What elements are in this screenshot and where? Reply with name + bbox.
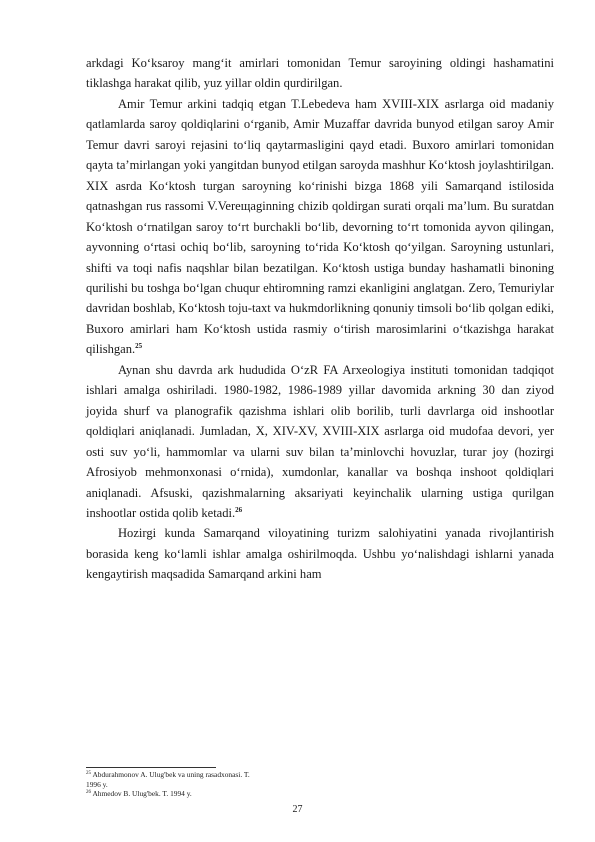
footnote-reference: 25 [135, 342, 143, 351]
footnote-25-continued [86, 780, 554, 790]
page-number: 27 [292, 804, 303, 815]
paragraph-1 [86, 53, 554, 94]
footnote-text: 1996 y. [86, 779, 108, 789]
paragraph-3 [86, 360, 554, 524]
footnote-mark: 25 [86, 771, 91, 776]
footnote-reference: 26 [235, 505, 243, 514]
footnote-text: Ahmedov B. Ulug'bek. T. 1994 y. [91, 789, 192, 799]
body-text [86, 53, 554, 585]
paragraph-2 [86, 94, 554, 360]
footnote-mark: 26 [86, 790, 91, 796]
paragraph-4 [86, 523, 554, 584]
footnotes [86, 770, 554, 799]
footnote-26 [86, 789, 554, 799]
paragraph-text: Amir Temur arkini tadqiq etgan T.Lebedeva ham XVIII-XIX asrlarga oid madaniy qatlamlarda saroy qoldiqlarini o‘rganib, Amir Muzaffar davrida bunyod etilgan saroy Amir Temur davri saroyi rejasini to‘liq qaytarmasligini qayd etadi. Buxoro amirlari tomonidan qayta ta’mirlangan yoki yangitdan bunyod etilgan saroyda mashhur Ko‘ktosh joylashtirilgan. XIX asrda Ko‘ktosh turgan saroyning ko‘rinishi bizga 1868 yili Samarqand istilosida qatnashgan rus rassomi V.Vereщaginning chizib qoldirgan surati orqali ma’lum. Bu suratdan Ko‘ktosh o‘rnatilgan saroy to‘rt burchakli bo‘lib, devorning to‘rt tomonida ayvon qilingan, ayvonning o‘rtasi ochiq bo‘lib, saroyning to‘rida Ko‘ktosh qo‘yilgan. Saroyning ustunlari, shifti va toqi nafis naqshlar bilan bezatilgan. Ko‘ktosh ustiga bunday hashamatli binoning qurilishi bu toshga bo‘lgan chuqur ehtiromning ramzi ekanligini anglatgan. Zero, Temuriylar davridan boshlab, Ko‘ktosh toju-taxt va hukmdorlikning qonuniy timsoli bo‘lib qolgan ediki, Buxoro amirlari ham Ko‘ktosh ustida rasmiy o‘tirish marosimlarini o‘tkazishga harakat qilishgan. [86, 96, 554, 357]
footnote-separator [86, 767, 216, 768]
paragraph-text: Hozirgi kunda Samarqand viloyatining turizm salohiyatini yanada rivojlantirish borasida keng ko‘lamli ishlar amalga oshirilmoqda. Ushbu yo‘nalishdagi ishlarni yanada kengaytirish maqsadida Samarqand arkini ham [86, 526, 554, 582]
paragraph-text: Aynan shu davrda ark hududida O‘zR FA Arxeologiya instituti tomonidan tadqiqot ishlari amalga oshiriladi. 1980-1982, 1986-1989 yillar davomida arkning 30 dan ziyod joyida shurf va planografik qazishma ishlari olib borilib, turli davrlarga oid inshootlar qoldiqlari aniqlanadi. Jumladan, X, XIV-XV, XVIII-XIX asrlarga oid mudofaa devori, yer osti suv yo‘li, hammomlar va ularni suv bilan ta’minlovchi hovuzlar, turar joy (hozirgi Afrosiyob mehmonxonasi o‘rnida), xumdonlar, kanallar va boshqa inshoot qoldiqlari aniqlanadi. Afsuski, qazishmalarning aksariyati keyinchalik ularning ustiga qurilgan inshootlar ostida qolib ketadi. [86, 362, 554, 520]
footnote-text: Abdurahmonov A. Ulug'bek va uning rasadxonasi. T. [91, 770, 250, 779]
footnote-25 [86, 770, 554, 780]
paragraph-text: arkdagi Ko‘ksaroy mang‘it amirlari tomonidan Temur saroyining oldingi hashamatini tiklashga harakat qilib, yuz yillar oldin qurdirilgan. [86, 56, 554, 91]
